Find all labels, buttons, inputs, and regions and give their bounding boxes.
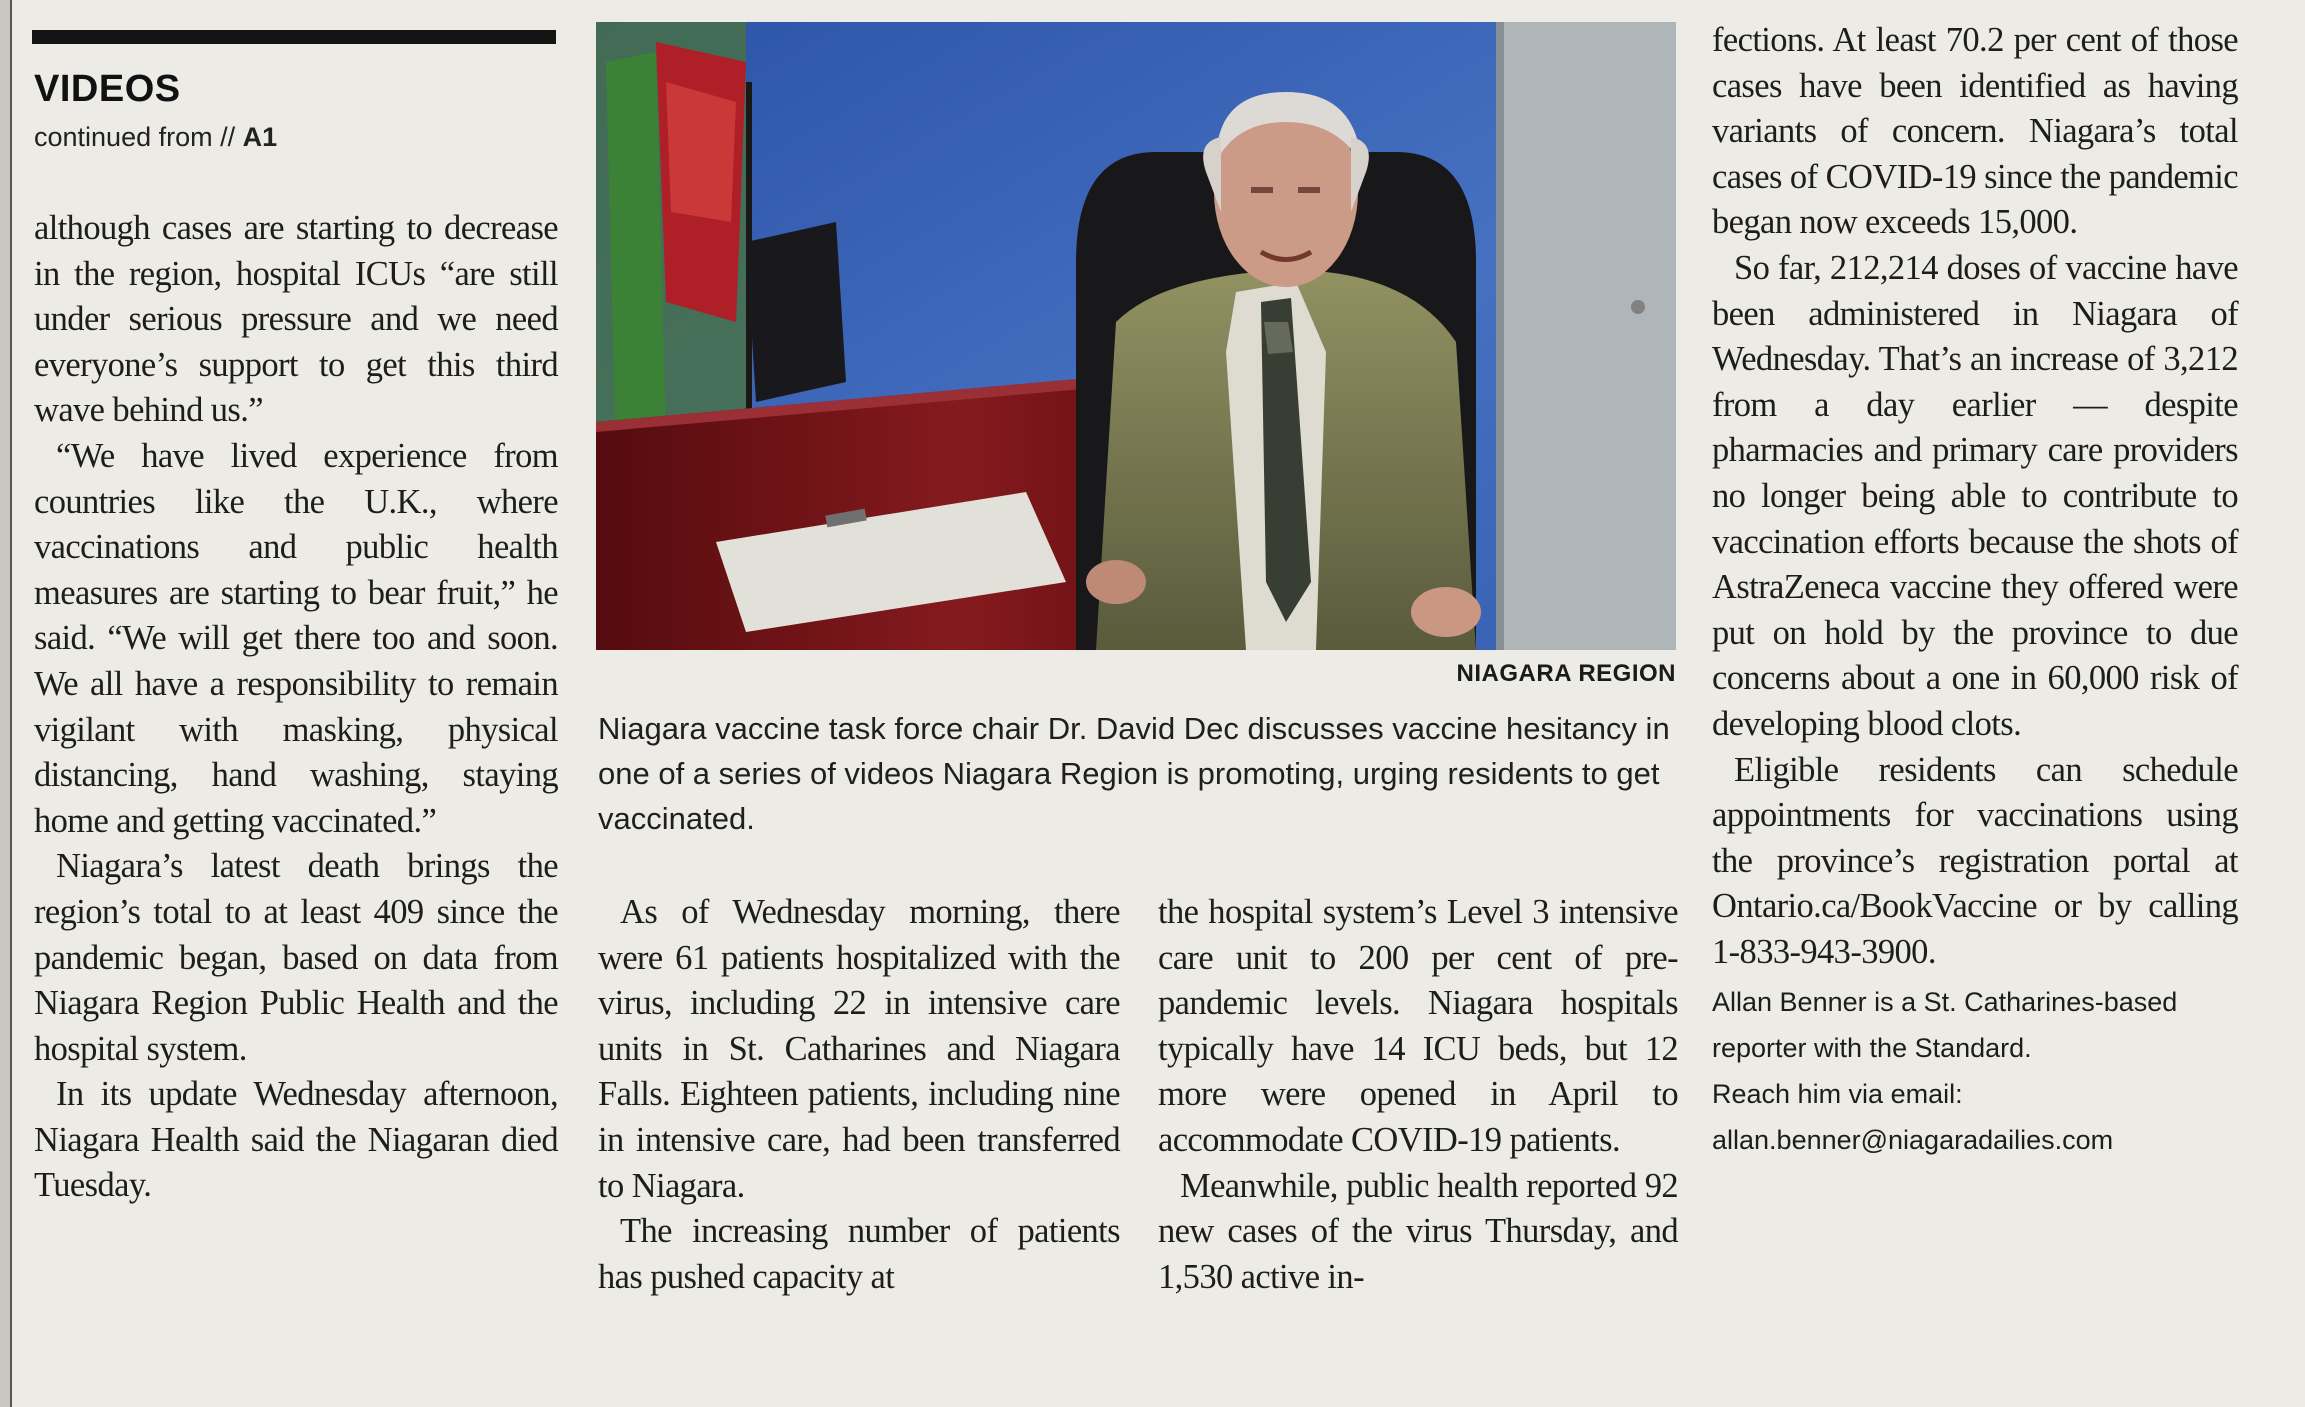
- section-kicker: VIDEOS: [34, 68, 181, 110]
- byline-contact: Reach him via email:: [1712, 1079, 1963, 1110]
- paragraph: fections. At least 70.2 per cent of those cases have been identified as having variants of concern. Niagara’s total cases of COVID-19 since the pandemic began now exceeds 15,000.: [1712, 21, 2238, 242]
- paragraph: Eligible residents can schedule appointments for vaccinations using the province’s registration portal at Ontario.ca/BookVaccine or by calling 1-833-943-3900.: [1712, 750, 2238, 971]
- paragraph: As of Wednesday morning, there were 61 patients hospitalized with the virus, including 22 in intensive care units in St. Catharines and Niagara Falls. Eighteen patients, including nine in intensive care, had been transferred to Niagara.: [598, 893, 1120, 1205]
- jump-prefix: continued from //: [34, 122, 243, 152]
- paragraph: the hospital system’s Level 3 intensive care unit to 200 per cent of pre-pandemic levels. Niagara hospitals typically have 14 ICU beds, but 12 more were opened in April to accommodate COVID-19 patients.: [1158, 893, 1678, 1159]
- author-byline: [1712, 979, 2238, 1163]
- jump-page: A1: [242, 122, 278, 152]
- paragraph: Niagara’s latest death brings the region’s total to at least 409 since the pandemic began, based on data from Niagara Region Public Health and the hospital system.: [34, 847, 558, 1068]
- article-column-2: [598, 890, 1120, 1300]
- byline-bio: Allan Benner is a St. Catharines-based reporter with the Standard.: [1712, 987, 2178, 1064]
- paragraph: In its update Wednesday afternoon, Niagara Health said the Niagaran died Tuesday.: [34, 1075, 558, 1205]
- article-column-1: [34, 206, 558, 1209]
- byline-email: allan.benner@niagaradailies.com: [1712, 1125, 2114, 1156]
- article-column-4: [1712, 18, 2238, 1163]
- paragraph: “We have lived experience from countries like the U.K., where vaccinations and public health measures are starting to bear fruit,” he said. “We will get there too and soon. We all have a responsibility to remain vigilant with masking, physical distancing, hand washing, staying home and getting vaccinated.”: [34, 436, 558, 840]
- photo-illustration: [596, 22, 1676, 650]
- page-edge: [0, 0, 12, 1407]
- jump-line: [34, 122, 277, 153]
- paragraph: Meanwhile, public health reported 92 new cases of the virus Thursday, and 1,530 active in-: [1158, 1166, 1678, 1296]
- section-rule: [32, 30, 556, 44]
- paragraph: So far, 212,214 doses of vaccine have been administered in Niagara of Wednesday. That’s an increase of 3,212 from a day earlier — despite pharmacies and primary care providers no longer being able to contribute to vaccination efforts because the shots of AstraZeneca vaccine they offered were put on hold by the province to due concerns about a one in 60,000 risk of developing blood clots.: [1712, 248, 2238, 743]
- article-column-3: [1158, 890, 1678, 1300]
- news-photo: [596, 22, 1676, 650]
- photo-credit: NIAGARA REGION: [1456, 660, 1676, 687]
- photo-caption: Niagara vaccine task force chair Dr. David Dec discusses vaccine hesitancy in one of a series of videos Niagara Region is promoting, urging residents to get vaccinated.: [598, 711, 1670, 836]
- paragraph: The increasing number of patients has pushed capacity at: [598, 1212, 1120, 1296]
- paragraph: although cases are starting to decrease in the region, hospital ICUs “are still under serious pressure and we need everyone’s support to get this third wave behind us.”: [34, 209, 558, 430]
